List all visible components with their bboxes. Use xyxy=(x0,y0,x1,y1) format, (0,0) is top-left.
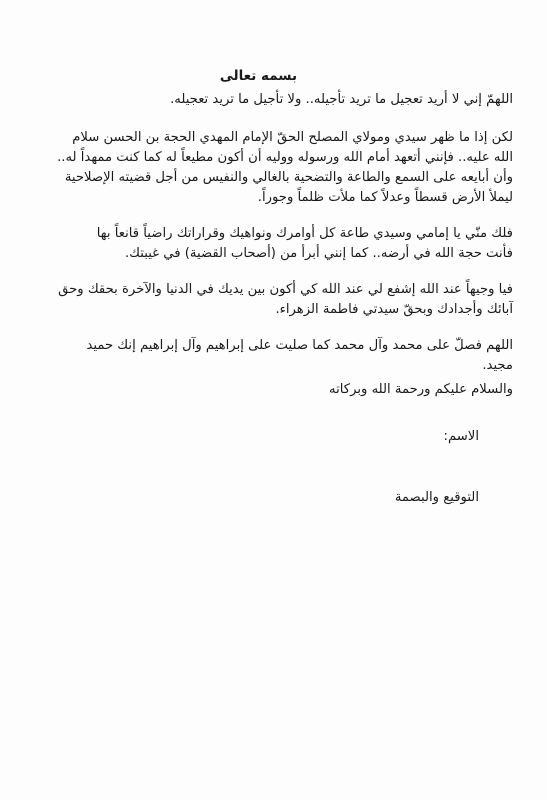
document-body xyxy=(38,66,513,400)
signature-field-label: التوقيع والبصمة xyxy=(394,490,479,505)
main-line-2: الله عليه.. فإنني أتعهد أمام الله ورسوله ووليه أن أكون مطيعاً له كما كنت ممهداً له.. xyxy=(57,150,513,165)
pledge-line-2: فأنت حجة الله في أرضه.. كما إنني أبرأ من (أصحاب القضية) في غيبتك. xyxy=(124,246,513,261)
document-title: بسمه تعالى xyxy=(219,68,298,84)
plea-line-2: آبائك وأجدادك وبحقّ سيدتي فاطمة الزهراء. xyxy=(275,302,513,317)
main-line-1: لكن إذا ما ظهر سيدي ومولاي المصلح الحقّ الإمام المهدي الحجة بن الحسن سلام xyxy=(72,130,513,145)
salawat-line-2: مجيد. xyxy=(482,358,513,373)
salawat-paragraph xyxy=(38,336,513,376)
name-field-label: الاسم: xyxy=(443,429,479,444)
pledge-paragraph xyxy=(38,224,513,264)
salawat-line-1: اللهم فصلّ على محمد وآل محمد كما صليت على إبراهيم وآل إبراهيم إنك حميد xyxy=(86,338,513,353)
plea-paragraph xyxy=(38,280,513,320)
intro-paragraph: اللهمّ إني لا أريد تعجيل ما تريد تأجيله.. ولا تأجيل ما تريد تعجيله. xyxy=(170,92,513,107)
plea-line-1: فيا وجيهاً عند الله إشفع لي عند الله كي أكون بين يديك في الدنيا والآخرة بحقك وحق xyxy=(58,282,513,297)
pledge-line-1: فلك منّي يا إمامي وسيدي طاعة كل أوامرك ونواهيك وقراراتك راضياً قانعاً بها xyxy=(96,226,513,241)
main-line-3: وأن أبايعه على السمع والطاعة والتضحية بالغالي والنفيس من أجل قضيته الإصلاحية xyxy=(64,170,513,185)
closing-line: والسلام عليكم ورحمة الله وبركاته xyxy=(329,382,513,397)
main-paragraph xyxy=(38,128,513,208)
main-line-4: ليملأ الأرض قسطاً وعدلاً كما ملأت ظلماً وجوراً. xyxy=(257,190,513,205)
